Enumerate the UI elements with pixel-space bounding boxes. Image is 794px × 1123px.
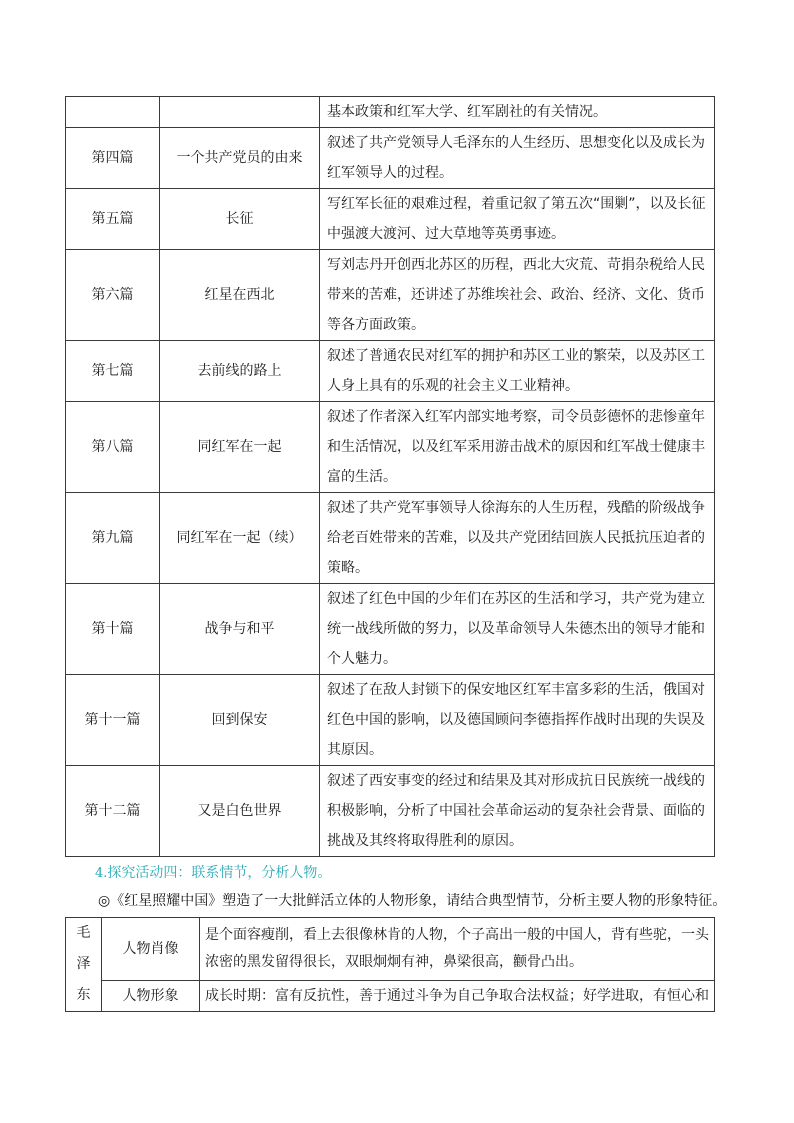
table-row bbox=[66, 402, 715, 493]
chapter-summary-cell: 叙述了共产党军事领导人徐海东的人生历程，残酷的阶级战争给老百姓带来的苦难，以及共产党团结回族人民抵抗压迫者的策略。 bbox=[320, 493, 715, 584]
table-row bbox=[66, 918, 715, 981]
table-row bbox=[66, 584, 715, 675]
chapter-title-cell: 长征 bbox=[160, 189, 320, 250]
chapter-title-cell: 同红军在一起（续） bbox=[160, 493, 320, 584]
chapter-summary-cell: 写刘志丹开创西北苏区的历程，西北大灾荒、苛捐杂税给人民带来的苦难，还讲述了苏维埃社会、政治、经济、文化、货币等各方面政策。 bbox=[320, 250, 715, 341]
question-text: ◎《红星照耀中国》塑造了一大批鲜活立体的人物形象，请结合典型情节，分析主要人物的形象特征。 bbox=[98, 893, 727, 909]
chapter-number-cell: 第五篇 bbox=[66, 189, 160, 250]
image-desc-cell: 成长时期：富有反抗性，善于通过斗争为自己争取合法权益；好学进取，有恒心和 bbox=[200, 981, 715, 1012]
chapter-summary-table bbox=[65, 96, 715, 857]
image-label-cell: 人物形象 bbox=[102, 981, 200, 1012]
chapter-number-cell: 第十二篇 bbox=[66, 766, 160, 857]
chapter-summary-cell: 基本政策和红军大学、红军剧社的有关情况。 bbox=[320, 97, 715, 128]
chapter-summary-cell: 叙述了普通农民对红军的拥护和苏区工业的繁荣，以及苏区工人身上具有的乐观的社会主义工业精神。 bbox=[320, 341, 715, 402]
chapter-title-cell: 回到保安 bbox=[160, 675, 320, 766]
table-row bbox=[66, 341, 715, 402]
chapter-number-cell: 第九篇 bbox=[66, 493, 160, 584]
chapter-number-cell: 第七篇 bbox=[66, 341, 160, 402]
chapter-title-cell bbox=[160, 97, 320, 128]
portrait-label-cell: 人物肖像 bbox=[102, 918, 200, 981]
table-row bbox=[66, 493, 715, 584]
table-row bbox=[66, 189, 715, 250]
character-analysis-table bbox=[65, 917, 715, 1012]
chapter-summary-cell: 叙述了西安事变的经过和结果及其对形成抗日民族统一战线的积极影响，分析了中国社会革命运动的复杂社会背景、面临的挑战及其终将取得胜利的原因。 bbox=[320, 766, 715, 857]
chapter-title-cell: 红星在西北 bbox=[160, 250, 320, 341]
chapter-number-cell bbox=[66, 97, 160, 128]
chapter-title-cell: 战争与和平 bbox=[160, 584, 320, 675]
table-row bbox=[66, 675, 715, 766]
chapter-title-cell: 又是白色世界 bbox=[160, 766, 320, 857]
chapter-title-cell: 同红军在一起 bbox=[160, 402, 320, 493]
character-name-cell bbox=[66, 918, 102, 1012]
chapter-summary-cell: 叙述了红色中国的少年们在苏区的生活和学习，共产党为建立统一战线所做的努力，以及革命领导人朱德杰出的领导才能和个人魅力。 bbox=[320, 584, 715, 675]
chapter-summary-cell: 写红军长征的艰难过程，着重记叙了第五次“围剿”，以及长征中强渡大渡河、过大草地等英勇事迹。 bbox=[320, 189, 715, 250]
table-row bbox=[66, 981, 715, 1012]
table-row bbox=[66, 250, 715, 341]
character-name-char: 东 bbox=[76, 987, 91, 1003]
character-name-char: 泽 bbox=[76, 956, 91, 972]
chapter-number-cell: 第八篇 bbox=[66, 402, 160, 493]
chapter-number-cell: 第十篇 bbox=[66, 584, 160, 675]
activity-text: 探究活动四：联系情节，分析人物。 bbox=[107, 865, 332, 881]
table-row bbox=[66, 97, 715, 128]
chapter-number-cell: 第十一篇 bbox=[66, 675, 160, 766]
activity-number: 4. bbox=[95, 866, 108, 881]
chapter-number-cell: 第四篇 bbox=[66, 128, 160, 189]
chapter-summary-cell: 叙述了共产党领导人毛泽东的人生经历、思想变化以及成长为红军领导人的过程。 bbox=[320, 128, 715, 189]
activity-heading bbox=[95, 860, 331, 887]
table-row bbox=[66, 128, 715, 189]
table-row bbox=[66, 766, 715, 857]
chapter-title-cell: 去前线的路上 bbox=[160, 341, 320, 402]
chapter-number-cell: 第六篇 bbox=[66, 250, 160, 341]
chapter-summary-cell: 叙述了在敌人封锁下的保安地区红军丰富多彩的生活，俄国对红色中国的影响，以及德国顾问李德指挥作战时出现的失误及其原因。 bbox=[320, 675, 715, 766]
portrait-desc-cell: 是个面容瘦削，看上去很像林肯的人物，个子高出一般的中国人，背有些驼，一头浓密的黑发留得很长，双眼炯炯有神，鼻梁很高，颧骨凸出。 bbox=[200, 918, 715, 981]
chapter-title-cell: 一个共产党员的由来 bbox=[160, 128, 320, 189]
character-name-char: 毛 bbox=[76, 925, 91, 941]
chapter-summary-cell: 叙述了作者深入红军内部实地考察，司令员彭德怀的悲惨童年和生活情况，以及红军采用游击战术的原因和红军战士健康丰富的生活。 bbox=[320, 402, 715, 493]
